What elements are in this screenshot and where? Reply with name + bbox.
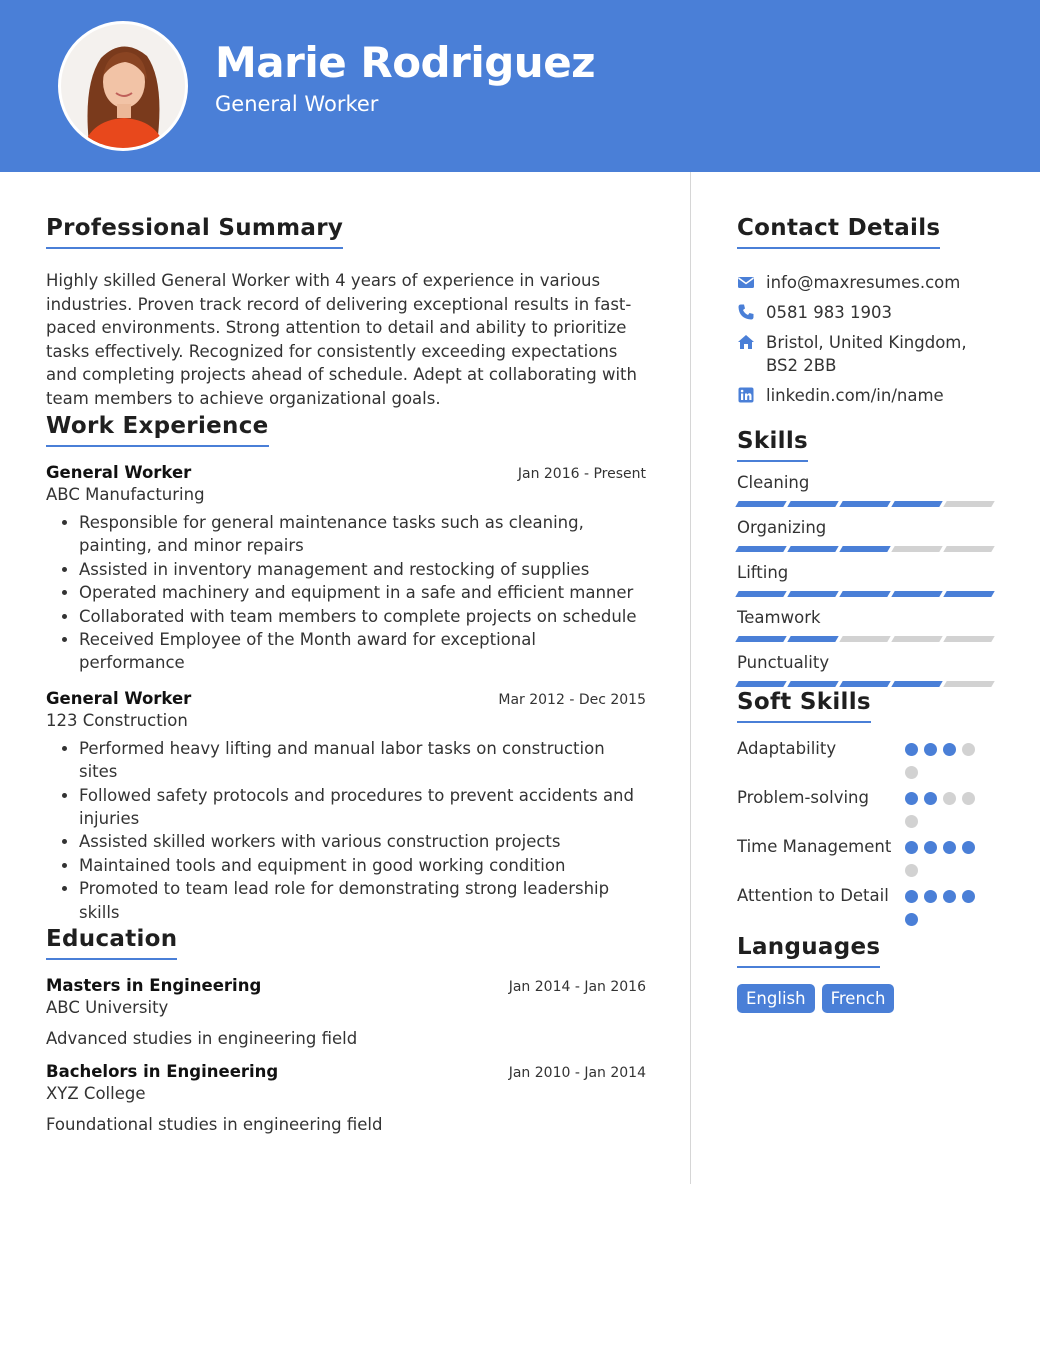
skill-level-segment bbox=[787, 546, 838, 552]
soft-skill-dot bbox=[943, 841, 956, 854]
soft-skills-section bbox=[737, 689, 997, 926]
summary-heading: Professional Summary bbox=[46, 215, 343, 249]
languages-heading: Languages bbox=[737, 934, 880, 968]
soft-skills-heading: Soft Skills bbox=[737, 689, 871, 723]
soft-skill-dots bbox=[905, 835, 985, 877]
profile-photo bbox=[61, 24, 185, 148]
skill-item bbox=[737, 473, 997, 507]
education-date: Jan 2010 - Jan 2014 bbox=[508, 1065, 646, 1082]
job-bullet: • Operated machinery and equipment in a safe and efficient manner bbox=[79, 581, 646, 604]
job-bullet: • Followed safety protocols and procedures to prevent accidents and injuries bbox=[79, 784, 646, 831]
soft-skill-dot bbox=[924, 743, 937, 756]
contact-email bbox=[737, 271, 997, 294]
soft-skill-dot bbox=[905, 913, 918, 926]
education-description: Advanced studies in engineering field bbox=[46, 1029, 358, 1049]
soft-skill-dot bbox=[905, 792, 918, 805]
languages-list bbox=[737, 984, 997, 1013]
skill-level-segment bbox=[943, 501, 994, 507]
education-school: ABC University bbox=[46, 998, 169, 1018]
soft-skill-dot bbox=[924, 890, 937, 903]
job-company: ABC Manufacturing bbox=[46, 485, 205, 504]
soft-skill-dot bbox=[924, 841, 937, 854]
skill-level-segment bbox=[735, 546, 786, 552]
skill-level-segment bbox=[891, 636, 942, 642]
envelope-icon bbox=[737, 273, 755, 291]
skill-level-bars bbox=[737, 636, 997, 642]
phone-icon bbox=[737, 303, 755, 321]
skill-level-segment bbox=[943, 591, 994, 597]
skill-label: Cleaning bbox=[737, 473, 810, 492]
skill-level-segment bbox=[787, 591, 838, 597]
job-bullet: • Assisted in inventory management and restocking of supplies bbox=[79, 558, 646, 581]
soft-skill-dot bbox=[962, 890, 975, 903]
education-heading: Education bbox=[46, 926, 177, 960]
soft-skill-dot bbox=[905, 864, 918, 877]
job-bullet: • Performed heavy lifting and manual labor tasks on construction sites bbox=[79, 737, 646, 784]
left-column bbox=[46, 215, 646, 1134]
skill-level-bars bbox=[737, 501, 997, 507]
soft-skill-dot bbox=[905, 766, 918, 779]
right-column bbox=[737, 215, 997, 1013]
summary-section bbox=[46, 215, 646, 410]
linkedin-icon bbox=[737, 386, 755, 404]
education-section bbox=[46, 926, 646, 1134]
soft-skill-item bbox=[737, 884, 997, 926]
avatar bbox=[58, 21, 188, 151]
soft-skill-label: Attention to Detail bbox=[737, 886, 889, 905]
experience-heading: Work Experience bbox=[46, 413, 269, 447]
soft-skill-dots bbox=[905, 737, 985, 779]
job-date: Jan 2016 - Present bbox=[517, 466, 646, 482]
skill-level-segment bbox=[891, 681, 942, 687]
home-icon bbox=[737, 333, 755, 351]
soft-skill-dot bbox=[905, 815, 918, 828]
job-bullet: • Received Employee of the Month award for exceptional performance bbox=[79, 628, 646, 675]
soft-skill-dots bbox=[905, 884, 985, 926]
skill-level-bars bbox=[737, 591, 997, 597]
job-bullets bbox=[46, 737, 646, 924]
soft-skill-dot bbox=[962, 792, 975, 805]
skill-label: Lifting bbox=[737, 563, 789, 582]
linkedin-text[interactable]: linkedin.com/in/name bbox=[766, 386, 944, 405]
soft-skills-list bbox=[737, 737, 997, 926]
skill-level-segment bbox=[735, 591, 786, 597]
skill-level-segment bbox=[787, 501, 838, 507]
skill-item bbox=[737, 653, 997, 687]
skill-item bbox=[737, 518, 997, 552]
contact-list bbox=[737, 271, 997, 407]
candidate-name: Marie Rodriguez bbox=[215, 38, 596, 87]
experience-section bbox=[46, 413, 646, 924]
soft-skill-item bbox=[737, 835, 997, 877]
soft-skill-dot bbox=[924, 792, 937, 805]
skill-level-segment bbox=[787, 681, 838, 687]
soft-skill-dot bbox=[943, 743, 956, 756]
skills-list bbox=[737, 473, 997, 687]
skill-level-segment bbox=[891, 591, 942, 597]
skill-level-segment bbox=[839, 636, 890, 642]
skill-level-segment bbox=[891, 501, 942, 507]
contact-section bbox=[737, 215, 997, 407]
education-degree: Masters in Engineering bbox=[46, 976, 262, 996]
soft-skill-label: Adaptability bbox=[737, 739, 837, 758]
summary-text: Highly skilled General Worker with 4 years of experience in various industries. Proven track record of delivering exceptional results in fast-paced environments. Strong attention to detail and ability to prioritize tasks effectively. Recognized for consistently exceeding expectations and completing projects ahead of schedule. Adept at collaborating with team members to achieve organizational goals. bbox=[46, 271, 637, 408]
skill-level-segment bbox=[839, 501, 890, 507]
skill-level-segment bbox=[839, 681, 890, 687]
skill-level-segment bbox=[943, 546, 994, 552]
job-role: General Worker bbox=[46, 463, 192, 482]
language-tag: French bbox=[822, 984, 895, 1013]
job-bullet: • Assisted skilled workers with various construction projects bbox=[79, 830, 646, 853]
soft-skill-item bbox=[737, 737, 997, 779]
job-bullet: • Promoted to team lead role for demonstrating strong leadership skills bbox=[79, 877, 646, 924]
skill-level-segment bbox=[735, 636, 786, 642]
skill-item bbox=[737, 563, 997, 597]
skill-level-bars bbox=[737, 546, 997, 552]
soft-skill-dot bbox=[943, 890, 956, 903]
job-company: 123 Construction bbox=[46, 710, 188, 730]
soft-skill-dot bbox=[905, 890, 918, 903]
skill-level-segment bbox=[735, 501, 786, 507]
job-date: Mar 2012 - Dec 2015 bbox=[498, 691, 646, 708]
skill-level-segment bbox=[891, 546, 942, 552]
education-entry bbox=[46, 976, 646, 1048]
skill-level-bars bbox=[737, 681, 997, 687]
job-bullets bbox=[46, 511, 646, 675]
soft-skill-dots bbox=[905, 786, 985, 828]
soft-skill-label: Problem-solving bbox=[737, 788, 869, 807]
education-description: Foundational studies in engineering field bbox=[46, 1115, 383, 1135]
job-entry bbox=[46, 689, 646, 924]
soft-skill-dot bbox=[962, 743, 975, 756]
skill-label: Punctuality bbox=[737, 653, 830, 672]
email-text[interactable]: info@maxresumes.com bbox=[766, 273, 961, 292]
skill-level-segment bbox=[839, 591, 890, 597]
resume-header bbox=[0, 0, 1040, 172]
soft-skill-dot bbox=[943, 792, 956, 805]
phone-text: 0581 983 1903 bbox=[766, 303, 892, 322]
skill-level-segment bbox=[787, 636, 838, 642]
contact-address bbox=[737, 331, 997, 377]
contact-heading: Contact Details bbox=[737, 215, 940, 249]
candidate-title: General Worker bbox=[215, 92, 379, 116]
job-bullet: • Responsible for general maintenance tasks such as cleaning, painting, and minor repairs bbox=[79, 511, 646, 558]
column-divider bbox=[690, 172, 691, 1184]
soft-skill-label: Time Management bbox=[737, 837, 892, 856]
soft-skill-dot bbox=[905, 841, 918, 854]
job-entry bbox=[46, 463, 646, 675]
education-date: Jan 2014 - Jan 2016 bbox=[508, 979, 646, 996]
skill-label: Teamwork bbox=[737, 608, 821, 627]
skill-label: Organizing bbox=[737, 518, 827, 537]
soft-skill-dot bbox=[962, 841, 975, 854]
address-text: Bristol, United Kingdom, BS2 2BB bbox=[766, 333, 967, 375]
education-school: XYZ College bbox=[46, 1084, 146, 1104]
education-degree: Bachelors in Engineering bbox=[46, 1062, 279, 1082]
skill-level-segment bbox=[943, 681, 994, 687]
job-bullet: • Collaborated with team members to complete projects on schedule bbox=[79, 605, 646, 628]
education-entry bbox=[46, 1062, 646, 1134]
skill-level-segment bbox=[735, 681, 786, 687]
skills-heading: Skills bbox=[737, 428, 808, 462]
contact-linkedin bbox=[737, 384, 997, 407]
language-tag: English bbox=[737, 984, 815, 1013]
soft-skill-dot bbox=[905, 743, 918, 756]
languages-section bbox=[737, 934, 997, 1013]
soft-skill-item bbox=[737, 786, 997, 828]
job-bullet: • Maintained tools and equipment in good working condition bbox=[79, 854, 646, 877]
skills-section bbox=[737, 428, 997, 687]
contact-phone bbox=[737, 301, 997, 324]
skill-level-segment bbox=[943, 636, 994, 642]
skill-item bbox=[737, 608, 997, 642]
job-role: General Worker bbox=[46, 688, 192, 708]
skill-level-segment bbox=[839, 546, 890, 552]
